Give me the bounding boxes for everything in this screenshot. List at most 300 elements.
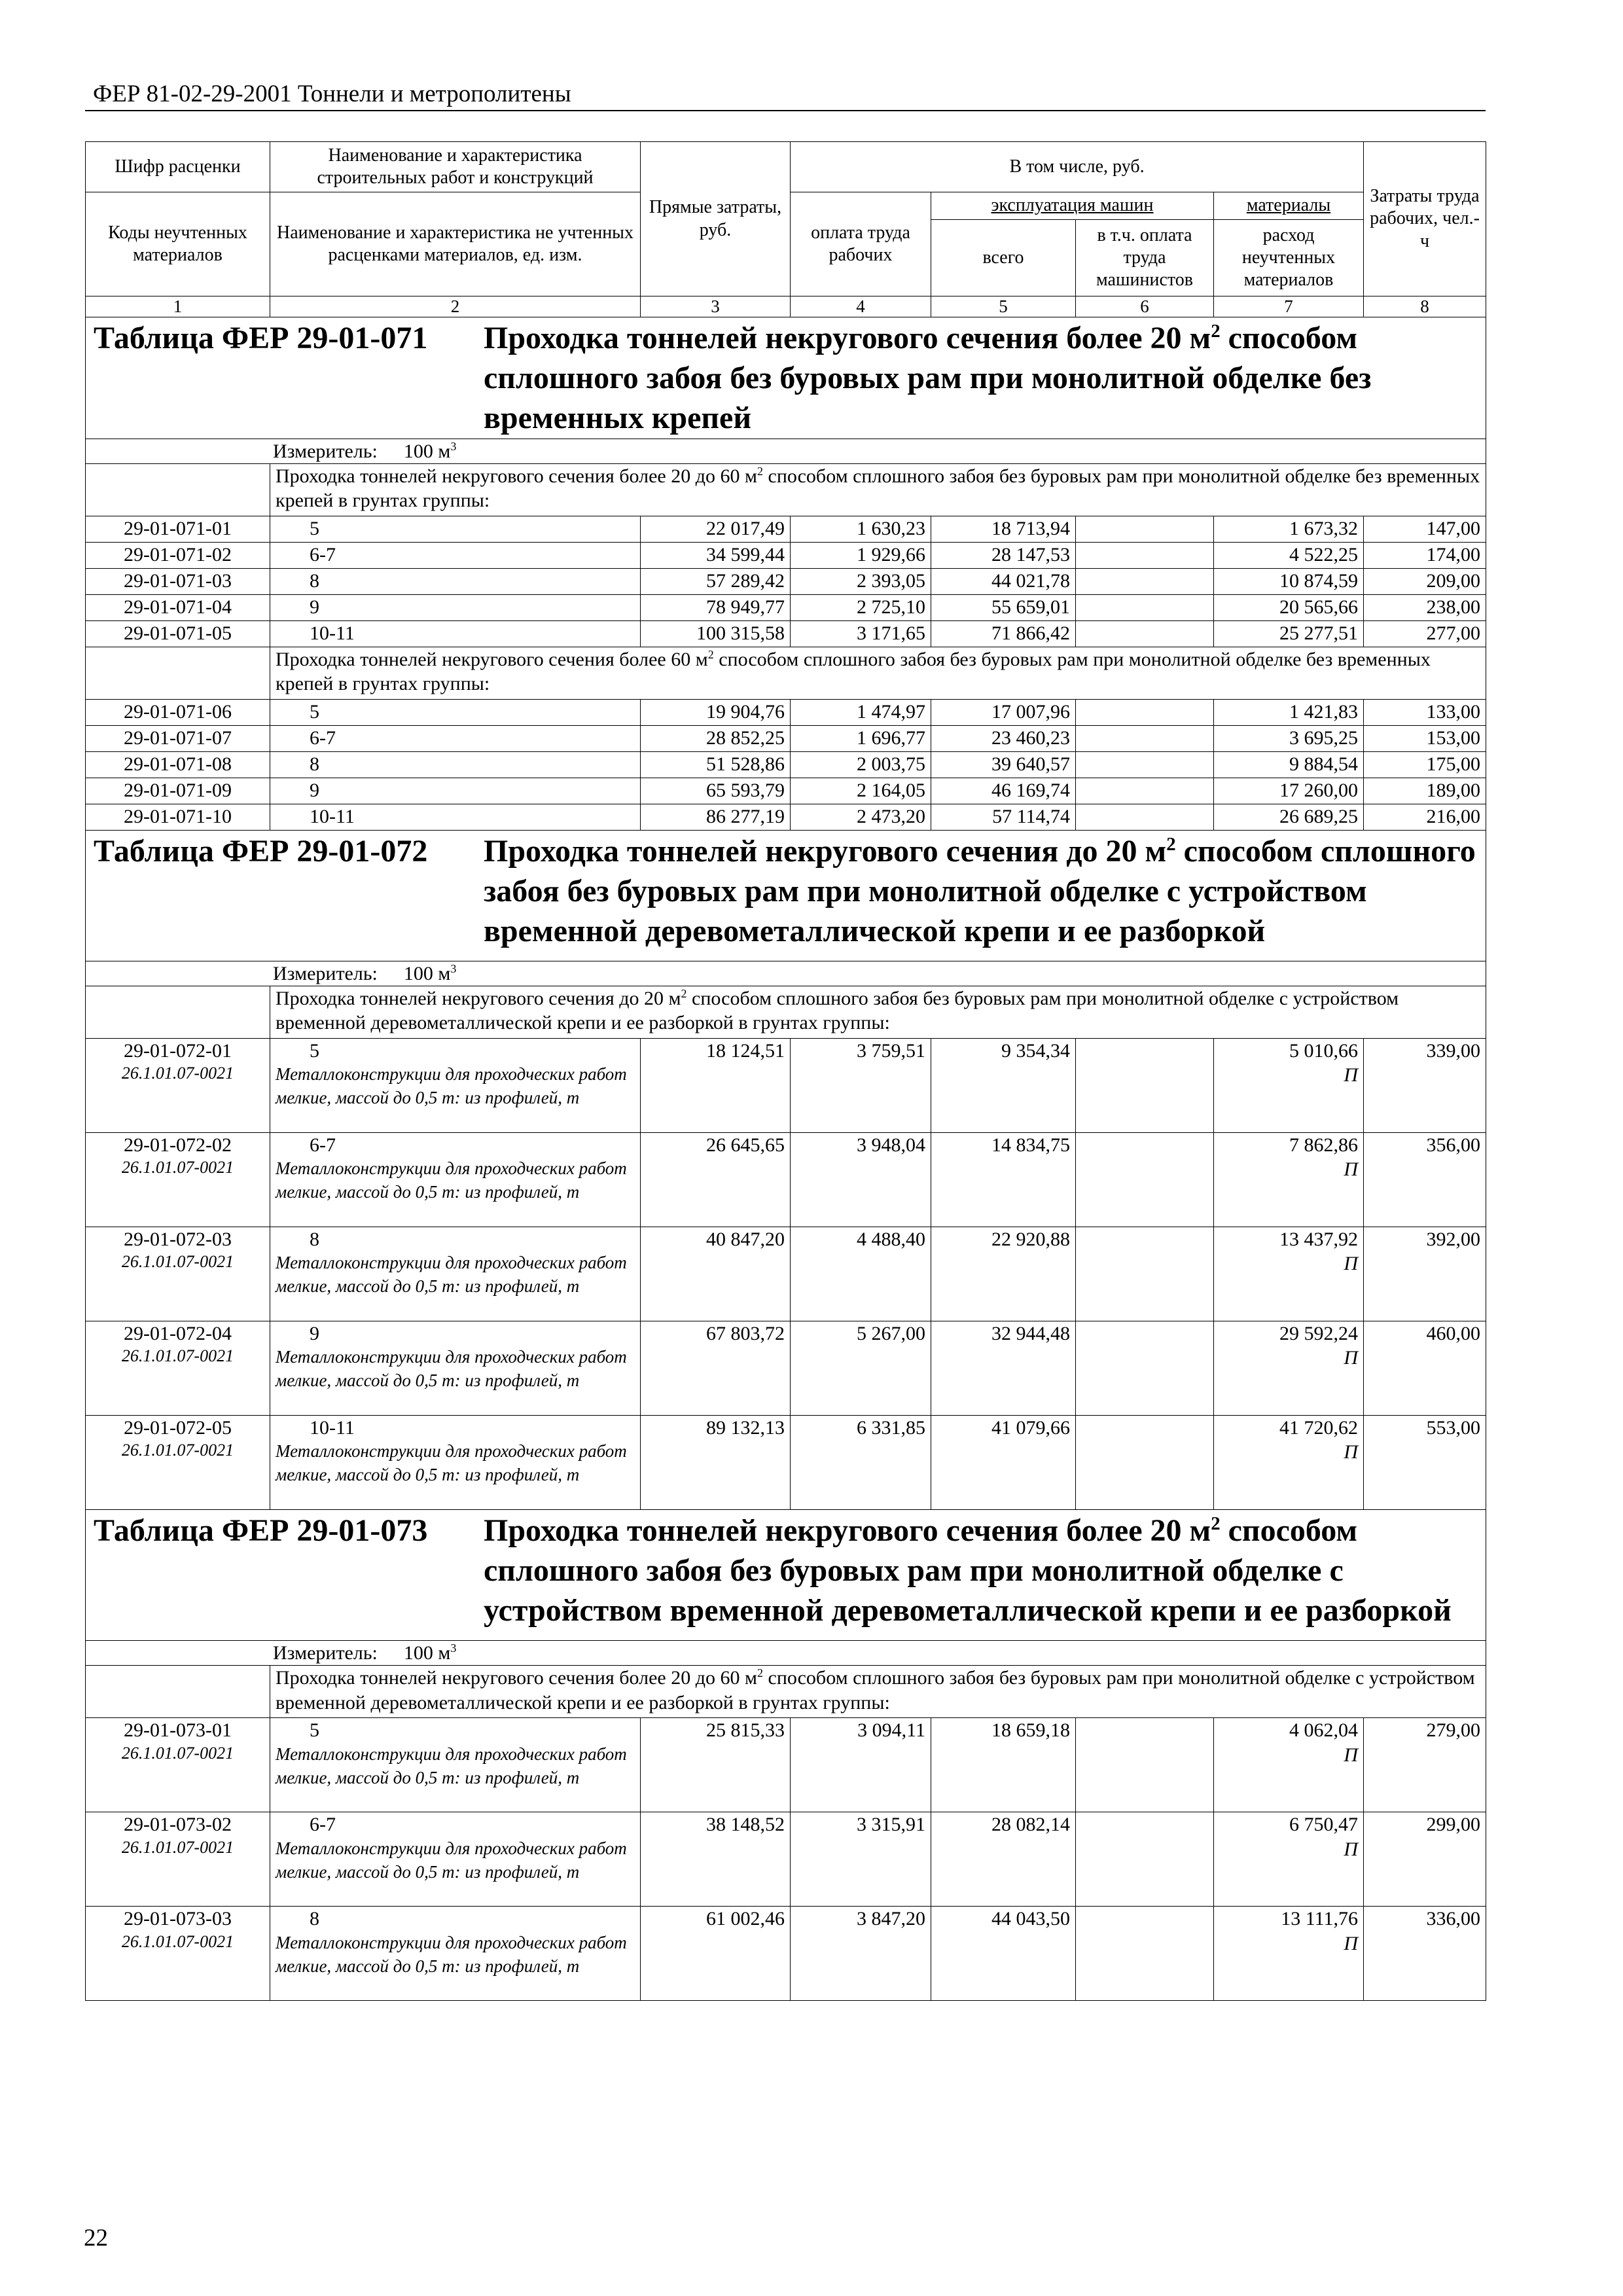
materials-cell bbox=[1214, 778, 1364, 804]
materials-flag: П bbox=[1344, 1347, 1359, 1369]
table-number: Таблица ФЕР 29-01-072 bbox=[94, 834, 428, 869]
superscript-2: 2 bbox=[757, 1666, 763, 1680]
table-number: Таблица ФЕР 29-01-071 bbox=[94, 321, 428, 356]
rate-code-cell bbox=[86, 752, 270, 778]
material-code: 26.1.01.07-0021 bbox=[121, 1346, 234, 1366]
rate-name-cell bbox=[270, 804, 641, 831]
labor-cost: 2 003,75 bbox=[791, 752, 931, 778]
group-note-part: Проходка тоннелей некругового сечения более 20 до 60 м bbox=[276, 465, 757, 488]
labor-cost: 3 094,11 bbox=[791, 1718, 931, 1812]
material-name: Металлоконструкции для проходческих работ мелкие, массой до 0,5 т: из профилей, т bbox=[276, 1441, 627, 1485]
machinist-cost bbox=[1076, 1227, 1214, 1321]
measure-label: Измеритель: bbox=[273, 440, 378, 462]
empty-cell bbox=[86, 1666, 270, 1718]
col-number: 5 bbox=[931, 296, 1076, 317]
rate-row bbox=[86, 752, 1486, 778]
rate-code: 29-01-072-02 bbox=[124, 1134, 232, 1157]
rate-code-cell bbox=[86, 1133, 270, 1227]
group-note-part: способом сплошного забоя без буровых рам при монолитной обделке с устройством временной деревометаллической крепи и ее разборкой в грунтах группы: bbox=[276, 1667, 1475, 1713]
rate-code: 29-01-071-05 bbox=[124, 622, 232, 645]
material-code: 26.1.01.07-0021 bbox=[121, 1837, 234, 1857]
direct-cost: 38 148,52 bbox=[641, 1812, 791, 1907]
material-code: 26.1.01.07-0021 bbox=[121, 1441, 234, 1460]
materials-cost: 1 673,32 bbox=[1289, 518, 1359, 540]
labor-hours: 174,00 bbox=[1364, 543, 1486, 569]
rate-row bbox=[86, 778, 1486, 804]
col-number: 8 bbox=[1364, 296, 1486, 317]
rate-row bbox=[86, 569, 1486, 595]
superscript-3: 3 bbox=[450, 1641, 457, 1655]
materials-cost: 17 260,00 bbox=[1279, 780, 1359, 802]
materials-cell bbox=[1214, 1416, 1364, 1510]
rate-row bbox=[86, 1812, 1486, 1907]
labor-hours: 133,00 bbox=[1364, 700, 1486, 726]
direct-cost: 61 002,46 bbox=[641, 1907, 791, 2001]
rate-code-cell bbox=[86, 516, 270, 543]
col-number: 4 bbox=[791, 296, 931, 317]
rate-code: 29-01-071-03 bbox=[124, 570, 232, 592]
empty-cell bbox=[86, 464, 270, 516]
machinist-cost bbox=[1076, 1718, 1214, 1812]
soil-group: 6-7 bbox=[310, 1814, 336, 1836]
rate-name-cell bbox=[270, 752, 641, 778]
machine-cost: 41 079,66 bbox=[931, 1416, 1076, 1510]
material-name: Металлоконструкции для проходческих работ мелкие, массой до 0,5 т: из профилей, т bbox=[276, 1253, 627, 1297]
table-title-text bbox=[484, 832, 1480, 952]
materials-cell bbox=[1214, 804, 1364, 831]
soil-group: 5 bbox=[310, 1719, 319, 1742]
material-name: Металлоконструкции для проходческих работ мелкие, массой до 0,5 т: из профилей, т bbox=[276, 1744, 627, 1787]
rate-code-cell bbox=[86, 1227, 270, 1321]
materials-cell bbox=[1214, 1907, 1364, 2001]
machinist-cost bbox=[1076, 726, 1214, 752]
col-hours-header: Затраты труда рабочих, чел.-ч bbox=[1364, 142, 1486, 296]
rate-name-cell bbox=[270, 778, 641, 804]
table-title-part: способом сплошного забоя без буровых рам при монолитной обделке с устройством временной деревометаллической крепи и ее разборкой bbox=[484, 1513, 1452, 1628]
material-code: 26.1.01.07-0021 bbox=[121, 1931, 234, 1951]
col-mach-labor-header: в т.ч. оплата труда машинистов bbox=[1076, 220, 1214, 296]
table-title-cell bbox=[86, 831, 1486, 961]
soil-group: 6-7 bbox=[310, 727, 336, 749]
group-note-row bbox=[86, 464, 1486, 516]
materials-cell bbox=[1214, 595, 1364, 621]
rate-code-cell bbox=[86, 700, 270, 726]
machinist-cost bbox=[1076, 595, 1214, 621]
rate-code: 29-01-071-10 bbox=[124, 806, 232, 828]
rate-code: 29-01-071-02 bbox=[124, 544, 232, 566]
rate-code: 29-01-071-09 bbox=[124, 780, 232, 802]
table-title-cell bbox=[86, 317, 1486, 439]
machine-cost: 28 147,53 bbox=[931, 543, 1076, 569]
machinist-cost bbox=[1076, 804, 1214, 831]
rate-code: 29-01-073-02 bbox=[124, 1814, 232, 1836]
labor-hours: 277,00 bbox=[1364, 621, 1486, 647]
rate-code: 29-01-071-08 bbox=[124, 753, 232, 776]
machine-cost: 57 114,74 bbox=[931, 804, 1076, 831]
machinist-cost bbox=[1076, 778, 1214, 804]
material-code: 26.1.01.07-0021 bbox=[121, 1252, 234, 1272]
col-labor-header: оплата труда рабочих bbox=[791, 192, 931, 296]
soil-group: 5 bbox=[310, 1040, 319, 1062]
rate-name-cell bbox=[270, 1321, 641, 1416]
table-title-row bbox=[86, 1510, 1486, 1641]
direct-cost: 67 803,72 bbox=[641, 1321, 791, 1416]
group-note-row bbox=[86, 1666, 1486, 1718]
group-note bbox=[270, 1666, 1486, 1718]
col-machines-header: эксплуатация машин bbox=[931, 192, 1214, 220]
group-note-row bbox=[86, 647, 1486, 700]
table-title-part: способом сплошного забоя без буровых рам при монолитной обделке с устройством временной деревометаллической крепи и ее разборкой bbox=[484, 834, 1476, 948]
rate-name-cell bbox=[270, 726, 641, 752]
table-title-row bbox=[86, 831, 1486, 961]
col-materials-header: материалы bbox=[1214, 192, 1364, 220]
soil-group: 6-7 bbox=[310, 544, 336, 566]
rates-table bbox=[85, 141, 1486, 2001]
table-title-cell bbox=[86, 1510, 1486, 1641]
rate-name-cell bbox=[270, 1416, 641, 1510]
rate-code-cell bbox=[86, 1812, 270, 1907]
material-name: Металлоконструкции для проходческих работ мелкие, массой до 0,5 т: из профилей, т bbox=[276, 1932, 627, 1976]
rate-row bbox=[86, 621, 1486, 647]
col-number: 3 bbox=[641, 296, 791, 317]
material-name: Металлоконструкции для проходческих работ мелкие, массой до 0,5 т: из профилей, т bbox=[276, 1064, 627, 1108]
materials-cost: 4 062,04 bbox=[1289, 1719, 1359, 1742]
col-name2-header: Наименование и характеристика не учтенных расценками материалов, ед. изм. bbox=[270, 192, 641, 296]
rate-code: 29-01-071-07 bbox=[124, 727, 232, 749]
table-title bbox=[91, 317, 1480, 439]
header-rule bbox=[85, 110, 1486, 111]
rate-code: 29-01-072-03 bbox=[124, 1229, 232, 1251]
direct-cost: 65 593,79 bbox=[641, 778, 791, 804]
materials-cost: 4 522,25 bbox=[1289, 544, 1359, 566]
machinist-cost bbox=[1076, 1039, 1214, 1133]
machinist-cost bbox=[1076, 1321, 1214, 1416]
machinist-cost bbox=[1076, 569, 1214, 595]
materials-cost: 20 565,66 bbox=[1279, 596, 1359, 619]
document-header: ФЕР 81-02-29-2001 Тоннели и метрополитены bbox=[93, 81, 571, 107]
labor-cost: 6 331,85 bbox=[791, 1416, 931, 1510]
empty-cell bbox=[86, 986, 270, 1039]
materials-flag: П bbox=[1344, 1064, 1359, 1086]
direct-cost: 26 645,65 bbox=[641, 1133, 791, 1227]
group-note-row bbox=[86, 986, 1486, 1039]
soil-group: 6-7 bbox=[310, 1134, 336, 1157]
materials-flag: П bbox=[1344, 1158, 1359, 1181]
labor-hours: 553,00 bbox=[1364, 1416, 1486, 1510]
labor-hours: 356,00 bbox=[1364, 1133, 1486, 1227]
table-title-part: Проходка тоннелей некругового сечения более 20 м bbox=[484, 321, 1211, 356]
labor-hours: 147,00 bbox=[1364, 516, 1486, 543]
machine-cost: 18 659,18 bbox=[931, 1718, 1076, 1812]
rate-row bbox=[86, 1039, 1486, 1133]
labor-cost: 1 929,66 bbox=[791, 543, 931, 569]
machine-cost: 44 021,78 bbox=[931, 569, 1076, 595]
materials-cost: 41 720,62 bbox=[1279, 1417, 1359, 1439]
soil-group: 8 bbox=[310, 570, 319, 592]
materials-cell bbox=[1214, 752, 1364, 778]
rate-name-cell bbox=[270, 1812, 641, 1907]
labor-cost: 5 267,00 bbox=[791, 1321, 931, 1416]
header-row-1 bbox=[86, 142, 1486, 192]
labor-cost: 3 315,91 bbox=[791, 1812, 931, 1907]
superscript-2: 2 bbox=[757, 465, 763, 478]
materials-cost: 13 111,76 bbox=[1281, 1908, 1359, 1930]
table-title-text bbox=[484, 319, 1480, 439]
machine-cost: 22 920,88 bbox=[931, 1227, 1076, 1321]
labor-cost: 3 948,04 bbox=[791, 1133, 931, 1227]
table-title bbox=[91, 1510, 1480, 1631]
materials-cell bbox=[1214, 1227, 1364, 1321]
machinist-cost bbox=[1076, 1907, 1214, 2001]
rate-name-cell bbox=[270, 595, 641, 621]
machine-cost: 14 834,75 bbox=[931, 1133, 1076, 1227]
materials-cost: 29 592,24 bbox=[1279, 1323, 1359, 1345]
machine-cost: 71 866,42 bbox=[931, 621, 1076, 647]
machine-cost: 55 659,01 bbox=[931, 595, 1076, 621]
labor-hours: 209,00 bbox=[1364, 569, 1486, 595]
soil-group: 5 bbox=[310, 518, 319, 540]
labor-cost: 3 759,51 bbox=[791, 1039, 931, 1133]
measure-row bbox=[86, 439, 1486, 463]
rate-name-cell bbox=[270, 1907, 641, 2001]
rate-code-cell bbox=[86, 569, 270, 595]
column-numbers-row bbox=[86, 296, 1486, 317]
material-code: 26.1.01.07-0021 bbox=[121, 1743, 234, 1763]
labor-cost: 2 393,05 bbox=[791, 569, 931, 595]
rate-code: 29-01-072-01 bbox=[124, 1040, 232, 1062]
materials-cost: 9 884,54 bbox=[1289, 753, 1359, 776]
labor-hours: 336,00 bbox=[1364, 1907, 1486, 2001]
rate-code-cell bbox=[86, 778, 270, 804]
material-name: Металлоконструкции для проходческих работ мелкие, массой до 0,5 т: из профилей, т bbox=[276, 1158, 627, 1202]
materials-cell bbox=[1214, 516, 1364, 543]
rate-row bbox=[86, 1907, 1486, 2001]
soil-group: 9 bbox=[310, 596, 319, 619]
col-name-header: Наименование и характеристика строительных работ и конструкций bbox=[270, 142, 641, 192]
labor-hours: 189,00 bbox=[1364, 778, 1486, 804]
materials-cost: 13 437,92 bbox=[1279, 1229, 1359, 1251]
rate-code-cell bbox=[86, 1321, 270, 1416]
labor-cost: 4 488,40 bbox=[791, 1227, 931, 1321]
measure-value: 100 м bbox=[403, 963, 451, 985]
group-note bbox=[270, 647, 1486, 700]
materials-flag: П bbox=[1344, 1253, 1359, 1275]
rate-name-cell bbox=[270, 1133, 641, 1227]
material-name: Металлоконструкции для проходческих работ мелкие, массой до 0,5 т: из профилей, т bbox=[276, 1347, 627, 1391]
material-name: Металлоконструкции для проходческих работ мелкие, массой до 0,5 т: из профилей, т bbox=[276, 1838, 627, 1882]
rate-code: 29-01-072-05 bbox=[124, 1417, 232, 1439]
machine-cost: 46 169,74 bbox=[931, 778, 1076, 804]
materials-cell bbox=[1214, 700, 1364, 726]
materials-flag: П bbox=[1344, 1744, 1359, 1766]
measure-cell bbox=[86, 961, 1486, 986]
col-code2-header: Коды неучтенных материалов bbox=[86, 192, 270, 296]
table-title-part: Проходка тоннелей некругового сечения более 20 м bbox=[484, 1513, 1211, 1549]
direct-cost: 34 599,44 bbox=[641, 543, 791, 569]
rate-row bbox=[86, 804, 1486, 831]
measure-cell bbox=[86, 439, 1486, 463]
rate-name-cell bbox=[270, 700, 641, 726]
rate-row bbox=[86, 1416, 1486, 1510]
rate-row bbox=[86, 1321, 1486, 1416]
machinist-cost bbox=[1076, 1133, 1214, 1227]
machine-cost: 32 944,48 bbox=[931, 1321, 1076, 1416]
soil-group: 10-11 bbox=[310, 1417, 355, 1439]
direct-cost: 19 904,76 bbox=[641, 700, 791, 726]
machine-cost: 44 043,50 bbox=[931, 1907, 1076, 2001]
direct-cost: 22 017,49 bbox=[641, 516, 791, 543]
materials-cost: 10 874,59 bbox=[1279, 570, 1359, 592]
rate-code-cell bbox=[86, 1718, 270, 1812]
labor-hours: 299,00 bbox=[1364, 1812, 1486, 1907]
labor-hours: 216,00 bbox=[1364, 804, 1486, 831]
group-note-part: способом сплошного забоя без буровых рам при монолитной обделке с устройством временной деревометаллической крепи и ее разборкой в грунтах группы: bbox=[276, 988, 1399, 1034]
measure-value: 100 м bbox=[403, 1642, 451, 1664]
rate-name-cell bbox=[270, 569, 641, 595]
machine-cost: 39 640,57 bbox=[931, 752, 1076, 778]
group-note-part: Проходка тоннелей некругового сечения более 60 м bbox=[276, 649, 708, 671]
measure-row bbox=[86, 961, 1486, 986]
labor-hours: 153,00 bbox=[1364, 726, 1486, 752]
rate-code: 29-01-073-03 bbox=[124, 1908, 232, 1930]
superscript-2: 2 bbox=[707, 648, 714, 662]
labor-cost: 3 171,65 bbox=[791, 621, 931, 647]
soil-group: 10-11 bbox=[310, 622, 355, 645]
machinist-cost bbox=[1076, 700, 1214, 726]
soil-group: 8 bbox=[310, 753, 319, 776]
rate-row bbox=[86, 1133, 1486, 1227]
materials-cost: 26 689,25 bbox=[1279, 806, 1359, 828]
page-number: 22 bbox=[84, 2225, 108, 2251]
machinist-cost bbox=[1076, 516, 1214, 543]
measure-label: Измеритель: bbox=[273, 1642, 378, 1664]
measure-row bbox=[86, 1641, 1486, 1666]
materials-cost: 7 862,86 bbox=[1289, 1134, 1359, 1157]
labor-hours: 175,00 bbox=[1364, 752, 1486, 778]
direct-cost: 40 847,20 bbox=[641, 1227, 791, 1321]
rate-name-cell bbox=[270, 621, 641, 647]
col-number: 6 bbox=[1076, 296, 1214, 317]
direct-cost: 89 132,13 bbox=[641, 1416, 791, 1510]
superscript-3: 3 bbox=[450, 439, 457, 453]
rate-name-cell bbox=[270, 1227, 641, 1321]
table-title-text bbox=[484, 1511, 1480, 1631]
empty-cell bbox=[86, 647, 270, 700]
material-code: 26.1.01.07-0021 bbox=[121, 1158, 234, 1177]
labor-cost: 2 164,05 bbox=[791, 778, 931, 804]
materials-cell bbox=[1214, 726, 1364, 752]
rate-code: 29-01-071-06 bbox=[124, 701, 232, 723]
labor-hours: 339,00 bbox=[1364, 1039, 1486, 1133]
labor-cost: 1 474,97 bbox=[791, 700, 931, 726]
direct-cost: 18 124,51 bbox=[641, 1039, 791, 1133]
rate-code-cell bbox=[86, 621, 270, 647]
rate-name-cell bbox=[270, 1718, 641, 1812]
soil-group: 5 bbox=[310, 701, 319, 723]
labor-cost: 1 696,77 bbox=[791, 726, 931, 752]
col-number: 7 bbox=[1214, 296, 1364, 317]
col-direct-header: Прямые затраты, руб. bbox=[641, 142, 791, 296]
materials-cost: 1 421,83 bbox=[1289, 701, 1359, 723]
measure-cell bbox=[86, 1641, 1486, 1666]
col-number: 2 bbox=[270, 296, 641, 317]
rate-row bbox=[86, 595, 1486, 621]
soil-group: 8 bbox=[310, 1229, 319, 1251]
rate-code: 29-01-073-01 bbox=[124, 1719, 232, 1742]
rate-code-cell bbox=[86, 543, 270, 569]
direct-cost: 51 528,86 bbox=[641, 752, 791, 778]
rate-name-cell bbox=[270, 1039, 641, 1133]
materials-cell bbox=[1214, 1812, 1364, 1907]
col-mach-total-header: всего bbox=[931, 220, 1076, 296]
materials-cost: 25 277,51 bbox=[1279, 622, 1359, 645]
direct-cost: 78 949,77 bbox=[641, 595, 791, 621]
superscript-2: 2 bbox=[681, 987, 687, 1001]
labor-hours: 279,00 bbox=[1364, 1718, 1486, 1812]
measure-value: 100 м bbox=[403, 440, 451, 462]
materials-cell bbox=[1214, 621, 1364, 647]
group-note-part: Проходка тоннелей некругового сечения более 20 до 60 м bbox=[276, 1667, 757, 1689]
rate-row bbox=[86, 1718, 1486, 1812]
machine-cost: 28 082,14 bbox=[931, 1812, 1076, 1907]
group-note-part: способом сплошного забоя без буровых рам при монолитной обделке без временных крепей в грунтах группы: bbox=[276, 465, 1480, 512]
superscript-3: 3 bbox=[450, 962, 457, 976]
labor-hours: 392,00 bbox=[1364, 1227, 1486, 1321]
col-group-header: В том числе, руб. bbox=[791, 142, 1364, 192]
materials-cell bbox=[1214, 1039, 1364, 1133]
group-note-part: Проходка тоннелей некругового сечения до 20 м bbox=[276, 988, 681, 1010]
table-number: Таблица ФЕР 29-01-073 bbox=[94, 1513, 428, 1549]
rate-code: 29-01-071-01 bbox=[124, 518, 232, 540]
machine-cost: 9 354,34 bbox=[931, 1039, 1076, 1133]
materials-cell bbox=[1214, 1133, 1364, 1227]
materials-flag: П bbox=[1344, 1838, 1359, 1860]
col-mat-header: расход неучтенных материалов bbox=[1214, 220, 1364, 296]
materials-cost: 6 750,47 bbox=[1289, 1814, 1359, 1836]
rate-code: 29-01-072-04 bbox=[124, 1323, 232, 1345]
direct-cost: 86 277,19 bbox=[641, 804, 791, 831]
superscript-2: 2 bbox=[1211, 1513, 1221, 1535]
table-title bbox=[91, 831, 1480, 952]
labor-cost: 1 630,23 bbox=[791, 516, 931, 543]
soil-group: 8 bbox=[310, 1908, 319, 1930]
direct-cost: 28 852,25 bbox=[641, 726, 791, 752]
soil-group: 9 bbox=[310, 780, 319, 802]
rate-code: 29-01-071-04 bbox=[124, 596, 232, 619]
rate-name-cell bbox=[270, 543, 641, 569]
materials-cost: 3 695,25 bbox=[1289, 727, 1359, 749]
materials-cell bbox=[1214, 543, 1364, 569]
materials-flag: П bbox=[1344, 1932, 1359, 1954]
machinist-cost bbox=[1076, 1416, 1214, 1510]
rate-code-cell bbox=[86, 1039, 270, 1133]
rate-code-cell bbox=[86, 1416, 270, 1510]
superscript-2: 2 bbox=[1166, 834, 1176, 855]
material-code: 26.1.01.07-0021 bbox=[121, 1064, 234, 1083]
machine-cost: 18 713,94 bbox=[931, 516, 1076, 543]
direct-cost: 100 315,58 bbox=[641, 621, 791, 647]
rate-row bbox=[86, 1227, 1486, 1321]
table-title-part: Проходка тоннелей некругового сечения до 20 м bbox=[484, 834, 1167, 869]
direct-cost: 25 815,33 bbox=[641, 1718, 791, 1812]
table-title-part: способом сплошного забоя без буровых рам при монолитной обделке без временных крепей bbox=[484, 321, 1372, 435]
rate-code-cell bbox=[86, 804, 270, 831]
rate-row bbox=[86, 726, 1486, 752]
labor-hours: 460,00 bbox=[1364, 1321, 1486, 1416]
measure-label: Измеритель: bbox=[273, 963, 378, 985]
soil-group: 10-11 bbox=[310, 806, 355, 828]
soil-group: 9 bbox=[310, 1323, 319, 1345]
